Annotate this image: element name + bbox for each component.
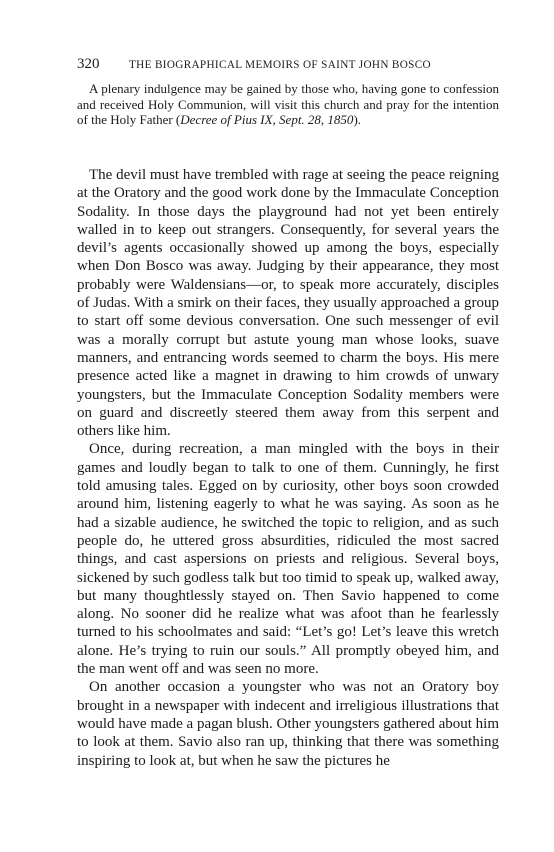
page-header	[77, 56, 499, 78]
body-text	[77, 166, 499, 770]
book-page	[77, 56, 499, 770]
note-closing: ).	[353, 112, 362, 127]
indulgence-note	[77, 81, 499, 143]
paragraph-devil: The devil must have trembled with rage at seeing the peace reigning at the Oratory and the good work done by the Immaculate Conception Sodality. In those days the playground had not yet been entirely walled in to keep out strangers. Consequently, for several years the devil’s agents occasionally showed up among the boys, especially when Don Bosco was away. Judging by their appearance, they most probably were Waldensians—or, to speak more accurately, disciples of Judas. With a smirk on their faces, they usually approached a group to start off some devious conversation. One such messenger of evil was a morally corrupt but astute young man whose looks, suave manners, and entrancing words seemed to charm the boys. His mere presence acted like a magnet in drawing to him crowds of unwary youngsters, but the Immaculate Conception Sodality members were on guard and discreetly steered them away from this serpent and others like him.	[77, 167, 499, 440]
paragraph-newspaper: On another occasion a youngster who was not an Oratory boy brought in a newspaper with indecent and irreligious illustrations that would have made a pagan blush. Other youngsters gathered about him to look at them. Savio also ran up, thinking that there was something inspiring to look at, but when he saw the pictures he	[77, 679, 499, 769]
note-citation: Decree of Pius IX, Sept. 28, 1850	[180, 112, 354, 127]
paragraph-recreation: Once, during recreation, a man mingled with the boys in their games and loudly began to talk to one of them. Cunningly, he first told amusing tales. Egged on by curiosity, other boys soon crowded around him, listening eagerly to what he was saying. As soon as he had a sizable audience, he switched the topic to religion, and as such people do, he uttered gross absurdities, ridiculed the most sacred things, and cast aspersions on priests and religious. Several boys, sickened by such godless talk but too timid to speak up, walked away, but many thoughtlessly stayed on. Then Savio happened to come along. No sooner did he realize what was afoot than he fearlessly turned to his schoolmates and said: “Let’s go! Let’s leave this wretch alone. He’s trying to ruin our souls.” All promptly obeyed him, and the man went off and was seen no more.	[77, 441, 499, 678]
note-text: A plenary indulgence may be gained by those who, having gone to confession and received Holy Communion, will visit this church and pray for the intention of the Holy Father (	[77, 81, 499, 127]
page-number: 320	[77, 56, 100, 72]
running-head: THE BIOGRAPHICAL MEMOIRS OF SAINT JOHN BOSCO	[129, 59, 431, 71]
